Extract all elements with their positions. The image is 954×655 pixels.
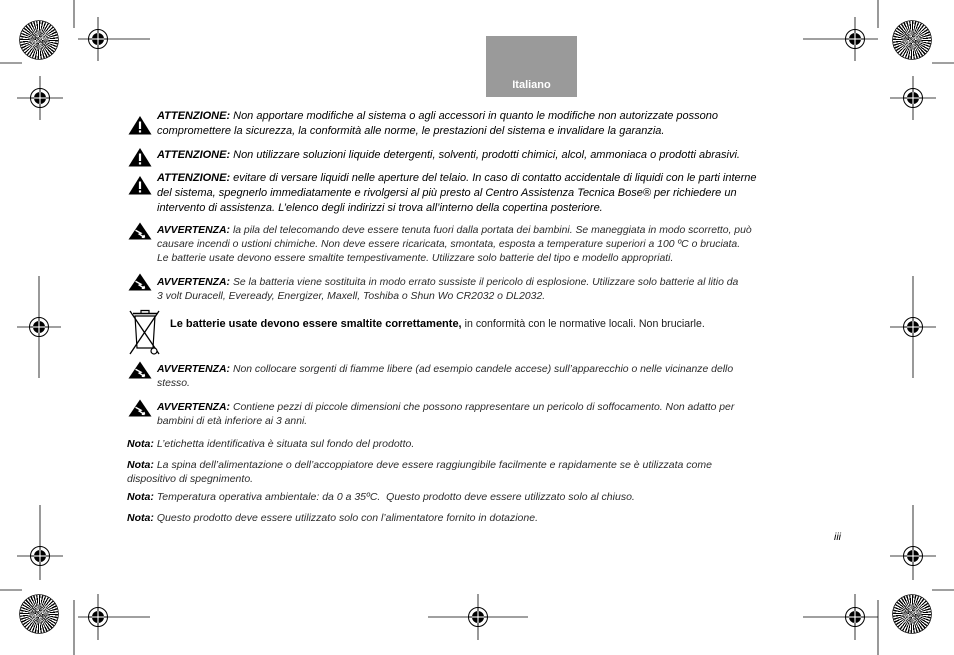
paragraph-text: evitare di versare liquidi nelle aperture del telaio. In caso di contatto accidentale di liquidi con le parti interne <box>233 172 757 184</box>
caution-paragraph <box>157 171 757 216</box>
registration-target-icon-left-upper <box>17 76 63 120</box>
triangle-shape <box>129 223 152 240</box>
paragraph-line <box>157 363 733 377</box>
language-tab-label: Italiano <box>512 79 551 91</box>
caution-paragraph <box>157 109 718 138</box>
paragraph-text: Non apportare modifiche al sistema o agli accessori in quanto le modifiche non autorizzate possono <box>233 110 719 122</box>
paragraph-line: del sistema, spegnerlo immediatamente e rivolgersi al più presto al Centro Assistenza Tecnica Bose® per richiedere un <box>157 187 737 199</box>
paragraph-line <box>127 490 635 504</box>
paragraph-line: 3 volt Duracell, Eveready, Energizer, Maxell, Toshiba o Shun Wo CR2032 o DL2032. <box>157 291 546 302</box>
lightning-triangle-icon <box>128 273 152 291</box>
warning-label: AVVERTENZA: <box>157 225 230 236</box>
warning-label: AVVERTENZA: <box>157 402 230 413</box>
hazard-warning-paragraph <box>157 401 734 429</box>
paragraph-line <box>157 148 740 163</box>
paragraph-line <box>157 171 757 186</box>
bin-wheel <box>151 348 157 354</box>
triangle-shape <box>129 274 152 291</box>
note-label: Nota: <box>127 438 154 450</box>
hazard-warning-paragraph <box>157 363 733 391</box>
note-label: Nota: <box>127 491 154 503</box>
paragraph-line: Le batterie usate devono essere smaltite tempestivamente. Utilizzare solo batterie del tipo e modello appropriati. <box>157 253 674 264</box>
disposal-notice <box>170 317 705 331</box>
paragraph-line <box>157 224 752 238</box>
warning-triangle-icon <box>128 175 152 195</box>
warning-triangle-icon <box>128 115 152 135</box>
disposal-text: in conformità con le normative locali. Non bruciarle. <box>464 318 705 330</box>
registration-target-icon-bottom-center <box>428 594 528 640</box>
registration-target-icon-left-middle <box>17 276 61 378</box>
paragraph-line: bambini di età inferiore ai 3 anni. <box>157 416 308 427</box>
lightning-triangle-icon <box>128 361 152 379</box>
starburst-mark-bottom-right <box>893 595 931 633</box>
paragraph-line <box>157 276 738 290</box>
note-paragraph <box>127 511 538 525</box>
paragraph-text: Non collocare sorgenti di fiamme libere (ad esempio candele accese) sull’apparecchio o nelle vicinanze dello <box>232 364 734 375</box>
paragraph-line <box>127 437 414 451</box>
warning-label: AVVERTENZA: <box>157 277 230 288</box>
paragraph-line: compromettere la sicurezza, la conformità alle norme, le prestazioni del sistema e invalidare la garanzia. <box>157 124 665 137</box>
registration-target-icon-right-upper <box>890 76 936 120</box>
exclamation-bar <box>139 122 141 130</box>
registration-target-icon-left-lower <box>17 505 63 580</box>
lightning-triangle-icon <box>128 399 152 417</box>
paragraph-line <box>127 458 712 472</box>
caution-label: ATTENZIONE: <box>157 110 231 122</box>
warning-label: AVVERTENZA: <box>157 364 230 375</box>
triangle-shape <box>129 362 152 379</box>
battery-warning-paragraph <box>157 224 752 266</box>
paragraph-text: Contiene pezzi di piccole dimensioni che possono rappresentare un pericolo di soffocamento. Non adatto per <box>232 402 735 413</box>
page-number: iii <box>834 531 841 543</box>
paragraph-line <box>157 401 734 415</box>
triangle-shape <box>129 400 152 417</box>
disposal-bold-text: Le batterie usate devono essere smaltite correttamente, <box>170 318 462 330</box>
registration-target-icon-right-middle <box>890 276 936 378</box>
paragraph-line <box>157 109 718 124</box>
exclamation-dot <box>139 162 141 164</box>
caution-label: ATTENZIONE: <box>157 149 231 161</box>
language-tab <box>486 36 577 97</box>
paragraph-text: L’etichetta identificativa è situata sul fondo del prodotto. <box>156 438 415 450</box>
paragraph-line: dispositivo di spegnimento. <box>127 473 254 485</box>
paragraph-text: La spina dell’alimentazione o dell’accoppiatore deve essere raggiungibile facilmente e rapidamente se è utilizzata come <box>156 459 712 471</box>
registration-target-icon-top-right <box>803 17 878 61</box>
warning-triangle-icon <box>128 147 152 167</box>
exclamation-bar <box>139 182 141 190</box>
paragraph-line: causare incendi o ustioni chimiche. Non deve essere ricaricata, smontata, esposta a temperature superiori a 100 ºC o bruciata. <box>157 239 741 250</box>
registration-target-icon-bottom-left <box>78 594 150 640</box>
exclamation-dot <box>139 130 141 132</box>
note-paragraph <box>127 437 414 451</box>
exclamation-bar <box>139 154 141 162</box>
caution-label: ATTENZIONE: <box>157 172 231 184</box>
starburst-mark-top-right <box>893 21 931 59</box>
crossed-out-bin-icon <box>129 308 161 356</box>
paragraph-text: la pila del telecomando deve essere tenuta fuori dalla portata dei bambini. Se maneggiata in modo scorretto, può <box>232 225 752 236</box>
caution-paragraph <box>157 148 740 163</box>
note-paragraph <box>127 458 712 486</box>
lightning-triangle-icon <box>128 222 152 240</box>
bin-handle <box>141 311 149 314</box>
paragraph-text: Se la batteria viene sostituita in modo errato sussiste il pericolo di esplosione. Utilizzare solo batterie al litio da <box>232 277 739 288</box>
registration-target-icon-top-left <box>78 17 150 61</box>
registration-target-icon-bottom-right <box>803 594 878 640</box>
starburst-mark-top-left <box>20 21 58 59</box>
note-label: Nota: <box>127 512 154 524</box>
paragraph-line: intervento di assistenza. L’elenco degli indirizzi si trova all’interno della copertina posteriore. <box>157 202 603 214</box>
note-paragraph <box>127 490 635 504</box>
exclamation-dot <box>139 190 141 192</box>
note-label: Nota: <box>127 459 154 471</box>
registration-target-icon-right-lower <box>890 505 936 580</box>
battery-warning-paragraph <box>157 276 738 304</box>
paragraph-text: Temperatura operativa ambientale: da 0 a 35ºC. Questo prodotto deve essere utilizzato solo al chiuso. <box>156 491 635 503</box>
paragraph-text: Non utilizzare soluzioni liquide detergenti, solventi, prodotti chimici, alcol, ammoniaca o prodotti abrasivi. <box>233 149 740 161</box>
starburst-mark-bottom-left <box>20 595 58 633</box>
paragraph-text: Questo prodotto deve essere utilizzato solo con l’alimentatore fornito in dotazione. <box>156 512 538 524</box>
paragraph-line: stesso. <box>157 378 190 389</box>
paragraph-line <box>127 511 538 525</box>
